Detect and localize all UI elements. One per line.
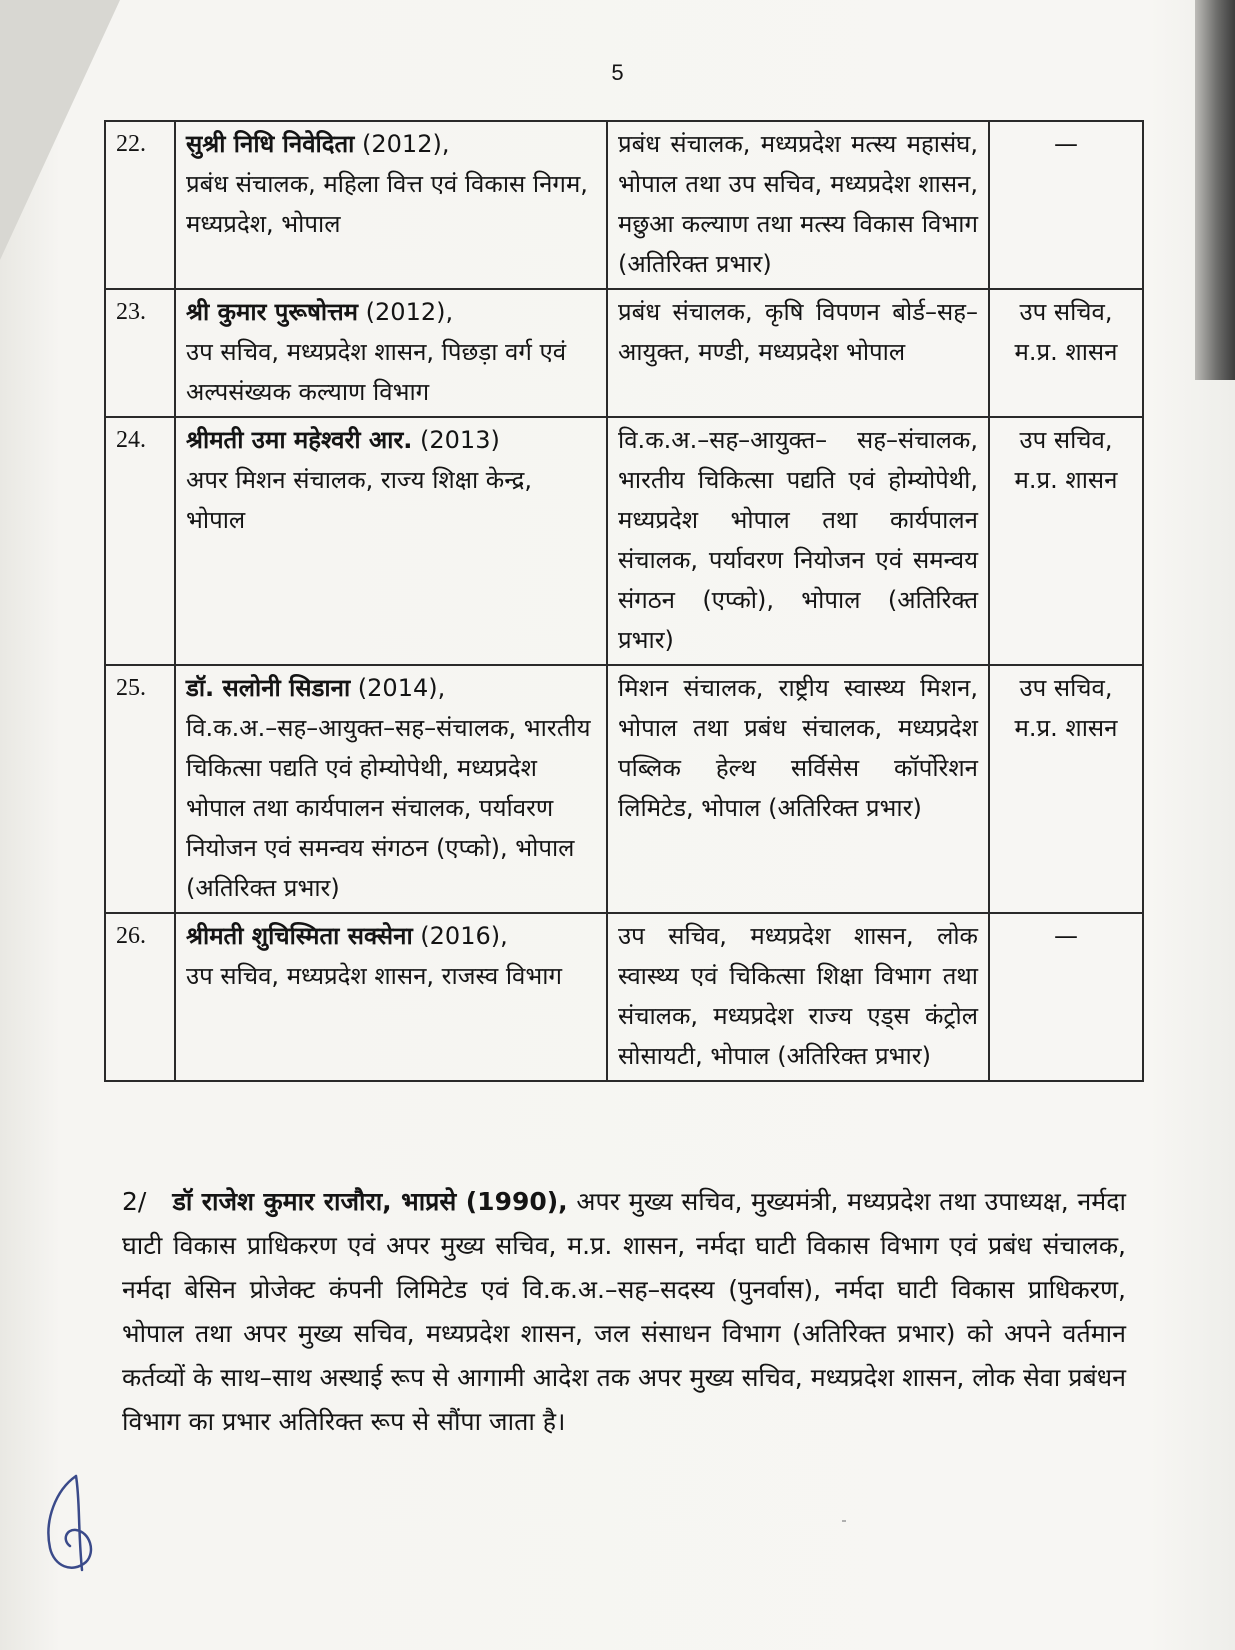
paragraph-text: अपर मुख्य सचिव, मुख्यमंत्री, मध्यप्रदेश तथा उपाध्यक्ष, नर्मदा घाटी विकास प्राधिकरण एवं अपर मुख्य सचिव, म.प्र. शासन, नर्मदा घाटी विकास विभाग एवं प्रबंध संचालक, नर्मदा बेसिन प्रोजेक्ट कंपनी लिमिटेड एवं वि.क.अ.–सह–सदस्य (पुनर्वास), नर्मदा घाटी विकास प्राधिकरण, भोपाल तथा अपर मुख्य सचिव, मध्यप्रदेश शासन, जल संसाधन विभाग (अतिरिक्त प्रभार) को अपने वर्तमान कर्तव्यों के साथ–साथ अस्थाई रूप से आगामी आदेश तक अपर मुख्य सचिव, मध्यप्रदेश शासन, लोक सेवा प्रबंधन विभाग का प्रभार अतिरिक्त रूप से सौंपा जाता है। xyxy=(122,1187,1126,1436)
speck xyxy=(842,1520,846,1522)
serial-number: 23. xyxy=(105,289,175,417)
new-posting: वि.क.अ.–सह–आयुक्त– सह–संचालक, भारतीय चिकित्सा पद्यति एवं होम्योपेथी, मध्यप्रदेश भोपाल तथा कार्यपालन संचालक, पर्यावरण नियोजन एवं समन्वय संगठन (एप्को), भोपाल (अतिरिक्त प्रभार) xyxy=(607,417,989,665)
officer-cell xyxy=(175,665,607,913)
remark: उप सचिव, म.प्र. शासन xyxy=(989,417,1143,665)
binder-edge xyxy=(1195,0,1235,380)
officer-cell xyxy=(175,913,607,1081)
officer-cell xyxy=(175,121,607,289)
paragraph-lead: डॉ राजेश कुमार राजौरा, भाप्रसे (1990), xyxy=(172,1187,568,1216)
new-posting: मिशन संचालक, राष्ट्रीय स्वास्थ्य मिशन, भोपाल तथा प्रबंध संचालक, मध्यप्रदेश पब्लिक हेल्थ सर्विसेस कॉर्पोरेशन लिमिटेड, भोपाल (अतिरिक्त प्रभार) xyxy=(607,665,989,913)
page-fold-shadow xyxy=(0,0,120,260)
officer-batch: (2012), xyxy=(354,130,450,158)
officer-name: सुश्री निधि निवेदिता xyxy=(186,130,355,158)
serial-number: 26. xyxy=(105,913,175,1081)
remark: — xyxy=(989,121,1143,289)
officer-batch: (2016), xyxy=(412,922,508,950)
officer-name: डॉ. सलोनी सिडाना xyxy=(186,674,351,702)
current-posting: उप सचिव, मध्यप्रदेश शासन, पिछड़ा वर्ग एवं अल्पसंख्यक कल्याण विभाग xyxy=(186,338,567,406)
serial-number: 24. xyxy=(105,417,175,665)
table-row xyxy=(105,289,1143,417)
table-row xyxy=(105,417,1143,665)
page-number: 5 xyxy=(611,60,624,85)
order-paragraph xyxy=(122,1180,1126,1444)
table-row xyxy=(105,913,1143,1081)
officer-cell xyxy=(175,417,607,665)
officer-name: श्रीमती उमा महेश्वरी आर. xyxy=(186,426,413,454)
current-posting: वि.क.अ.–सह–आयुक्त–सह–संचालक, भारतीय चिकित्सा पद्यति एवं होम्योपेथी, मध्यप्रदेश भोपाल तथा कार्यपालन संचालक, पर्यावरण नियोजन एवं समन्वय संगठन (एप्को), भोपाल (अतिरिक्त प्रभार) xyxy=(186,714,591,902)
new-posting: प्रबंध संचालक, कृषि विपणन बोर्ड–सह–आयुक्त, मण्डी, मध्यप्रदेश भोपाल xyxy=(607,289,989,417)
serial-number: 25. xyxy=(105,665,175,913)
officer-name: श्री कुमार पुरूषोत्तम xyxy=(186,298,359,326)
paragraph-number: 2/ xyxy=(122,1187,147,1216)
new-posting: उप सचिव, मध्यप्रदेश शासन, लोक स्वास्थ्य एवं चिकित्सा शिक्षा विभाग तथा संचालक, मध्यप्रदेश राज्य एड्स कंट्रोल सोसायटी, भोपाल (अतिरिक्त प्रभार) xyxy=(607,913,989,1081)
current-posting: उप सचिव, मध्यप्रदेश शासन, राजस्व विभाग xyxy=(186,962,562,990)
table-row xyxy=(105,665,1143,913)
signature-mark xyxy=(36,1470,106,1580)
serial-number: 22. xyxy=(105,121,175,289)
officer-cell xyxy=(175,289,607,417)
officer-batch: (2012), xyxy=(358,298,454,326)
remark: उप सचिव, म.प्र. शासन xyxy=(989,289,1143,417)
current-posting: प्रबंध संचालक, महिला वित्त एवं विकास निगम, मध्यप्रदेश, भोपाल xyxy=(186,170,588,238)
remark: — xyxy=(989,913,1143,1081)
current-posting: अपर मिशन संचालक, राज्य शिक्षा केन्द्र, भोपाल xyxy=(186,466,533,534)
officer-batch: (2014), xyxy=(350,674,446,702)
officer-batch: (2013) xyxy=(412,426,500,454)
table-row xyxy=(105,121,1143,289)
remark: उप सचिव, म.प्र. शासन xyxy=(989,665,1143,913)
officer-name: श्रीमती शुचिस्मिता सक्सेना xyxy=(186,922,413,950)
new-posting: प्रबंध संचालक, मध्यप्रदेश मत्स्य महासंघ, भोपाल तथा उप सचिव, मध्यप्रदेश शासन, मछुआ कल्याण तथा मत्स्य विकास विभाग (अतिरिक्त प्रभार) xyxy=(607,121,989,289)
transfer-table xyxy=(104,120,1144,1082)
